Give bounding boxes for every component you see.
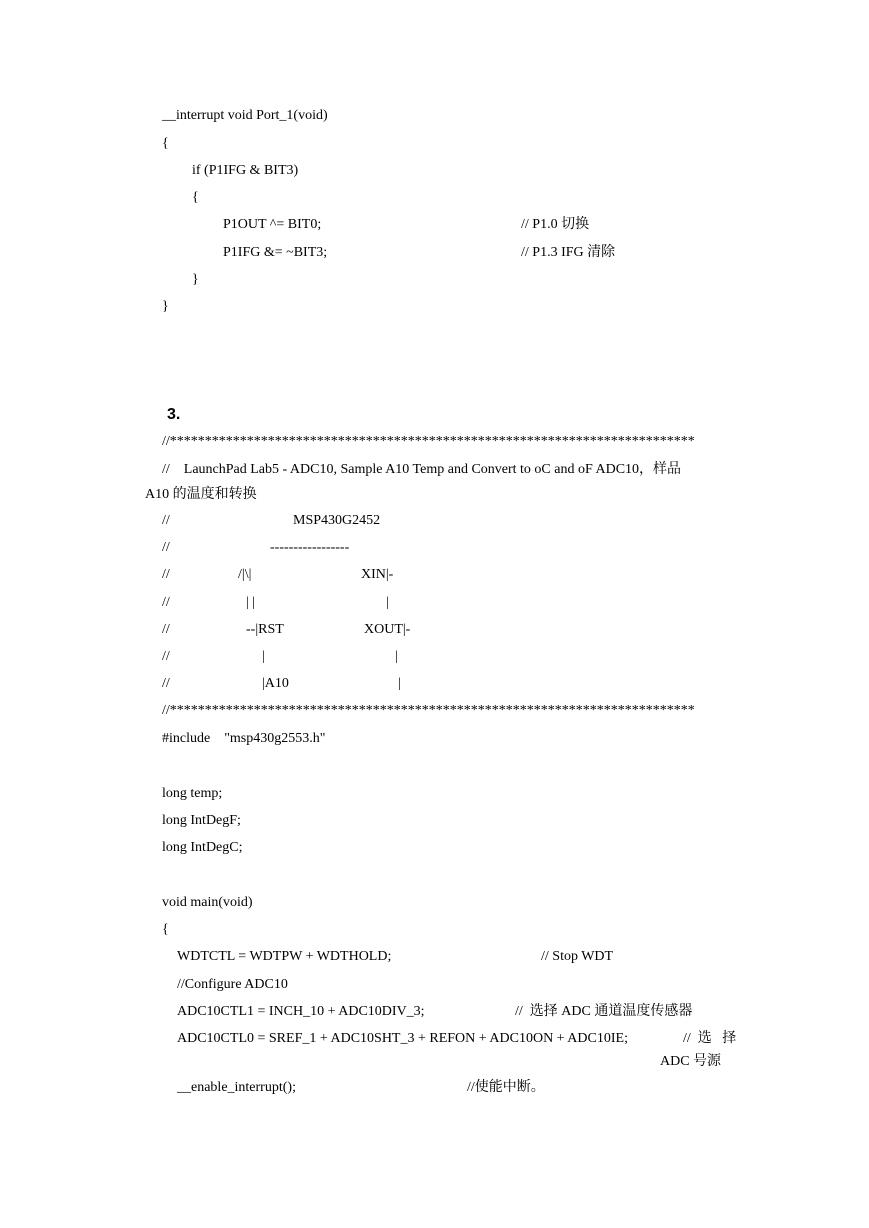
variable-declaration: long IntDegF; [162,813,241,828]
code-line [0,975,288,995]
function-declaration: __interrupt void Port_1(void) [162,108,328,123]
variable-declaration: long IntDegC; [162,840,243,855]
pin-a10: |A10 [262,676,289,691]
diagram-row [0,593,389,613]
pin-xout: XOUT|- [364,622,411,637]
diagram-left: /|\| [238,567,252,582]
diagram-row [0,511,381,531]
code-line [0,460,682,480]
diagram-row [0,538,350,558]
chip-name: MSP430G2452 [293,513,381,528]
main-open-brace: { [162,922,169,937]
code-line [0,297,169,317]
code-line [0,1002,693,1022]
code-line [0,243,616,263]
comment-marker: // [162,567,170,582]
diagram-row [0,674,401,694]
code-line [0,1078,545,1098]
enable-interrupt-statement: __enable_interrupt(); [177,1080,296,1095]
comment-marker: // [162,513,170,528]
wdt-comment: // Stop WDT [541,949,614,964]
diagram-row [0,620,411,640]
close-brace: } [162,299,169,314]
open-brace: { [162,136,169,151]
code-line [0,134,169,154]
diagram-row [0,647,398,667]
code-line [0,188,199,208]
p1out-statement: P1OUT ^= BIT0; [223,217,322,232]
description-line-cont: A10 的温度和转换 [145,487,257,502]
adc-ctl1-statement: ADC10CTL1 = INCH_10 + ADC10DIV_3; [177,1004,425,1019]
code-line [0,920,169,940]
code-line [0,947,614,967]
code-line [0,432,695,452]
include-directive: #include "msp430g2553.h" [162,731,326,746]
section-heading: 3. [167,406,181,423]
comment-marker: // [162,540,170,555]
code-line [0,1029,737,1049]
comment-marker: // [162,676,170,691]
main-declaration: void main(void) [162,895,253,910]
wdt-statement: WDTCTL = WDTPW + WDTHOLD; [177,949,392,964]
code-line [0,106,328,126]
code-line [0,784,223,804]
p1ifg-statement: P1IFG &= ~BIT3; [223,245,328,260]
code-line [0,838,243,858]
p1ifg-comment: // P1.3 IFG 清除 [521,245,616,260]
pin-rst: --|RST [246,622,284,637]
code-line [0,161,299,181]
adc-ctl0-comment: // 选 择 [683,1031,737,1046]
stars-divider: //*************************************************************************** [162,434,695,449]
code-line [0,701,695,721]
enable-interrupt-comment: //使能中断。 [467,1080,545,1095]
code-line [0,485,257,505]
code-line [0,893,253,913]
pin-xin: XIN|- [361,567,394,582]
inner-open-brace: { [192,190,199,205]
adc-ctl1-comment: // 选择 ADC 通道温度传感器 [515,1004,693,1019]
code-line [0,270,199,290]
code-line [0,215,590,235]
if-statement: if (P1IFG & BIT3) [192,163,299,178]
diagram-row [0,565,394,585]
code-line [0,729,326,749]
p1out-comment: // P1.0 切换 [521,217,590,232]
code-line [0,811,241,831]
comment-marker: // [162,595,170,610]
comment-marker: // [162,622,170,637]
variable-declaration: long temp; [162,786,223,801]
diagram-right: | [386,595,389,610]
code-line [0,1052,722,1072]
chip-top-edge: ----------------- [270,540,350,555]
stars-divider: //*************************************************************************** [162,703,695,718]
diagram-left: | [262,649,265,664]
inner-close-brace: } [192,272,199,287]
adc-ctl0-comment-cont: ADC 号源 [660,1054,722,1069]
comment-marker: // [162,649,170,664]
diagram-right: | [398,676,401,691]
configure-comment: //Configure ADC10 [177,977,288,992]
diagram-left: | | [246,595,256,610]
adc-ctl0-statement: ADC10CTL0 = SREF_1 + ADC10SHT_3 + REFON + ADC10ON + ADC10IE; [177,1031,628,1046]
description-line: // LaunchPad Lab5 - ADC10, Sample A10 Temp and Convert to oC and oF ADC10，样品 [162,462,682,477]
diagram-right: | [395,649,398,664]
